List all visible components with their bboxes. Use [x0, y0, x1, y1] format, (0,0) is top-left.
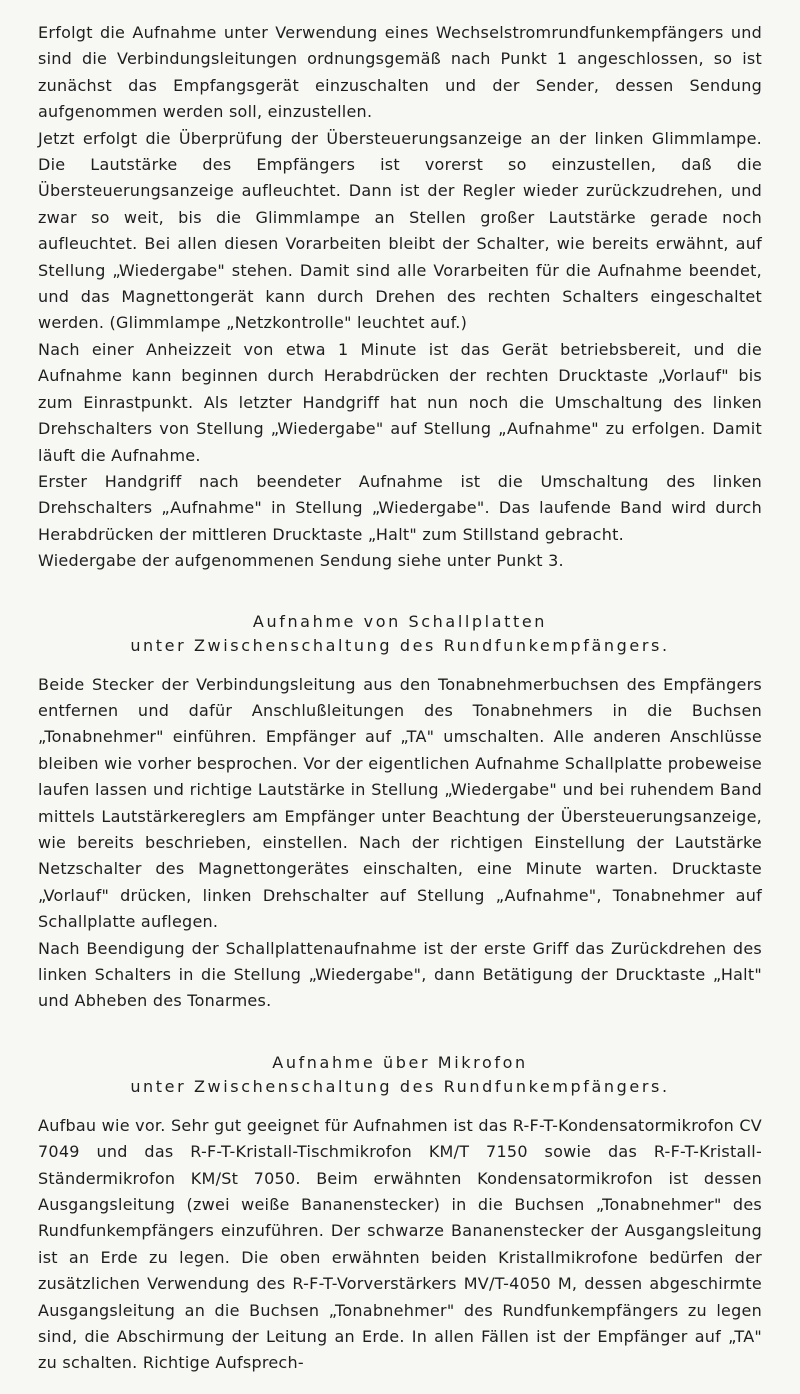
paragraph-stop-recording: Erster Handgriff nach beendeter Aufnahme ist die Umschaltung des linken Drehschalters „Aufnahme" in Stellung „Wiedergabe". Das laufende Band wird durch Herabdrücken der mittleren Drucktaste „Halt" zum Stillstand gebracht.	[38, 471, 762, 544]
heading-records-line2: unter Zwischenschaltung des Rundfunkempfängers.	[130, 635, 670, 655]
paragraph-intro: Erfolgt die Aufnahme unter Verwendung eines Wechselstromrundfunkempfängers und sind die Verbindungsleitungen ordnungsgemäß nach Punkt 1 angeschlossen, so ist zunächst das Empfangsgerät einzuschalten und der Sender, dessen Sendung aufgenommen werden soll, einzustellen.	[38, 23, 762, 122]
paragraph-microphone-setup: Aufbau wie vor. Sehr gut geeignet für Aufnahmen ist das R-F-T-Kondensatormikrofon CV 7049 und das R-F-T-Kristall-Tischmikrofon KM/T 7150 sowie das R-F-T-Kristall-Ständermikrofon KM/St 7050. Beim erwähnten Kondensatormikrofon ist dessen Ausgangsleitung (zwei weiße Bananenstecker) in die Buchsen „Tonabnehmer" des Rundfunkempfängers einzuführen. Der schwarze Bananenstecker der Ausgangsleitung ist an Erde zu legen. Die oben erwähnten beiden Kristallmikrofone bedürfen der zusätzlichen Verwendung des R-F-T-Vorverstärkers MV/T-4050 M, dessen abgeschirmte Ausgangsleitung an die Buchsen „Tonabnehmer" des Rundfunkempfängers zu legen sind, die Abschirmung der Leitung an Erde. In allen Fällen ist der Empfänger auf „TA" zu schalten. Richtige Aufsprech-	[38, 1115, 762, 1373]
paragraph-overload-check: Jetzt erfolgt die Überprüfung der Übersteuerungsanzeige an der linken Glimmlampe. Die Lautstärke des Empfängers ist vorerst so einzustellen, daß die Übersteuerungsanzeige aufleuchtet. Dann ist der Regler wieder zurückzudrehen, und zwar so weit, bis die Glimmlampe an Stellen großer Lautstärke gerade noch aufleuchtet. Bei allen diesen Vorarbeiten bleibt der Schalter, wie bereits erwähnt, auf Stellung „Wiedergabe" stehen. Damit sind alle Vorarbeiten für die Aufnahme beendet, und das Magnettongerät kann durch Drehen des rechten Schalters eingeschaltet werden. (Glimmlampe „Netzkontrolle" leuchtet auf.)	[38, 128, 762, 333]
section-records	[38, 672, 762, 1015]
heading-microphone	[38, 1051, 762, 1099]
heading-records	[38, 610, 762, 658]
section-microphone	[38, 1113, 762, 1377]
paragraph-start-recording: Nach einer Anheizzeit von etwa 1 Minute ist das Gerät betriebsbereit, und die Aufnahme kann beginnen durch Herabdrücken der rechten Drucktaste „Vorlauf" bis zum Einrastpunkt. Als letzter Handgriff hat nun noch die Umschaltung des linken Drehschalters von Stellung „Wiedergabe" auf Stellung „Aufnahme" zu erfolgen. Damit läuft die Aufnahme.	[38, 339, 762, 465]
paragraph-records-setup: Beide Stecker der Verbindungsleitung aus den Tonabnehmerbuchsen des Empfängers entfernen und dafür Anschlußleitungen des Tonabnehmers in die Buchsen „Tonabnehmer" einführen. Empfänger auf „TA" umschalten. Alle anderen Anschlüsse bleiben wie vorher besprochen. Vor der eigentlichen Aufnahme Schallplatte probeweise laufen lassen und richtige Lautstärke in Stellung „Wiedergabe" und bei ruhendem Band mittels Lautstärkereglers am Empfänger unter Beachtung der Übersteuerungsanzeige, wie bereits beschrieben, einstellen. Nach der richtigen Einstellung der Lautstärke Netzschalter des Magnettongerätes einschalten, eine Minute warten. Drucktaste „Vorlauf" drücken, linken Drehschalter auf Stellung „Aufnahme", Tonabnehmer auf Schallplatte auflegen.	[38, 674, 762, 932]
paragraph-playback-note: Wiedergabe der aufgenommenen Sendung siehe unter Punkt 3.	[38, 551, 564, 571]
heading-microphone-line2: unter Zwischenschaltung des Rundfunkempfängers.	[130, 1076, 670, 1096]
section-radio-recording	[38, 20, 762, 575]
heading-microphone-line1: Aufnahme über Mikrofon	[272, 1052, 528, 1072]
heading-records-line1: Aufnahme von Schallplatten	[252, 611, 548, 631]
paragraph-records-finish: Nach Beendigung der Schallplattenaufnahme ist der erste Griff das Zurückdrehen des linken Schalters in die Stellung „Wiedergabe", dann Betätigung der Drucktaste „Halt" und Abheben des Tonarmes.	[38, 938, 762, 1011]
